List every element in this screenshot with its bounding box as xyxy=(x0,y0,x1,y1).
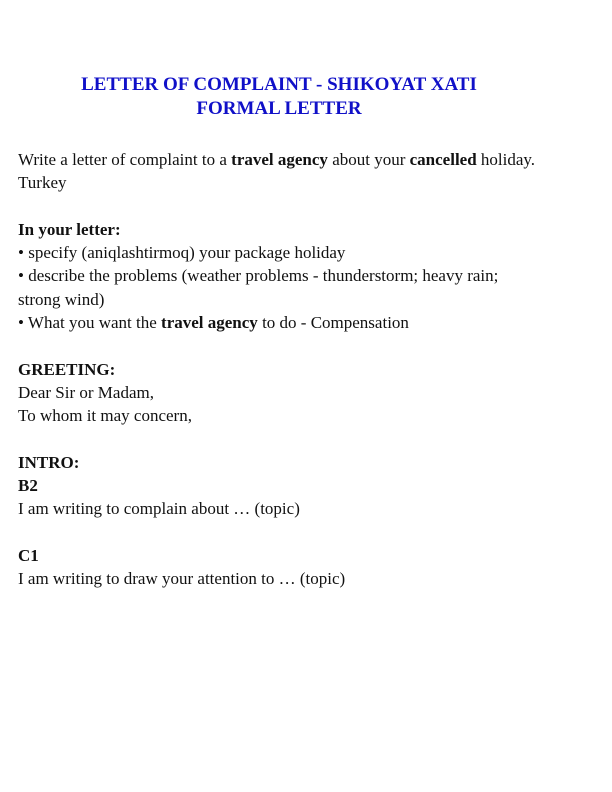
task-instruction xyxy=(18,148,598,195)
task-text-1: Write a letter of complaint to a xyxy=(18,150,232,169)
document-body xyxy=(18,148,598,591)
spacer xyxy=(18,195,598,218)
bullet-bold-travel-agency: travel agency xyxy=(161,313,258,333)
spacer xyxy=(18,428,598,451)
intro-phrase-b2: I am writing to complain about … (topic) xyxy=(18,499,300,519)
bullet-text-post: to do - Compensation xyxy=(257,313,409,333)
task-bold-cancelled: cancelled xyxy=(409,150,477,169)
greeting-section xyxy=(18,358,598,428)
document-title xyxy=(0,73,558,121)
title-line-2: FORMAL LETTER xyxy=(196,98,362,119)
intro-section xyxy=(18,451,598,591)
spacer xyxy=(18,521,598,544)
bullet-item: • describe the problems (weather problems - thunderstorm; heavy rain; xyxy=(18,266,499,286)
bullet-item-continued: strong wind) xyxy=(18,289,105,309)
spacer xyxy=(18,334,598,357)
bullet-text-pre: • What you want the xyxy=(18,313,162,333)
section-heading-in-your-letter: In your letter: xyxy=(18,219,121,239)
task-bold-travel-agency: travel agency xyxy=(231,150,328,169)
task-text-2: about your xyxy=(327,150,410,169)
greeting-line: To whom it may concern, xyxy=(18,406,192,426)
task-destination: Turkey xyxy=(18,173,67,193)
section-heading-intro: INTRO: xyxy=(18,452,80,472)
level-label-b2: B2 xyxy=(18,476,38,496)
task-text-3: holiday. xyxy=(476,150,536,169)
bullet-item: • specify (aniqlashtirmoq) your package holiday xyxy=(18,243,346,263)
intro-phrase-c1: I am writing to draw your attention to … (topic) xyxy=(18,569,346,589)
greeting-line: Dear Sir or Madam, xyxy=(18,382,154,402)
bullet-item xyxy=(18,311,598,334)
level-label-c1: C1 xyxy=(18,546,39,566)
in-your-letter-section xyxy=(18,218,598,334)
section-heading-greeting: GREETING: xyxy=(18,359,116,379)
title-line-1: LETTER OF COMPLAINT - SHIKOYAT XATI xyxy=(81,74,477,95)
